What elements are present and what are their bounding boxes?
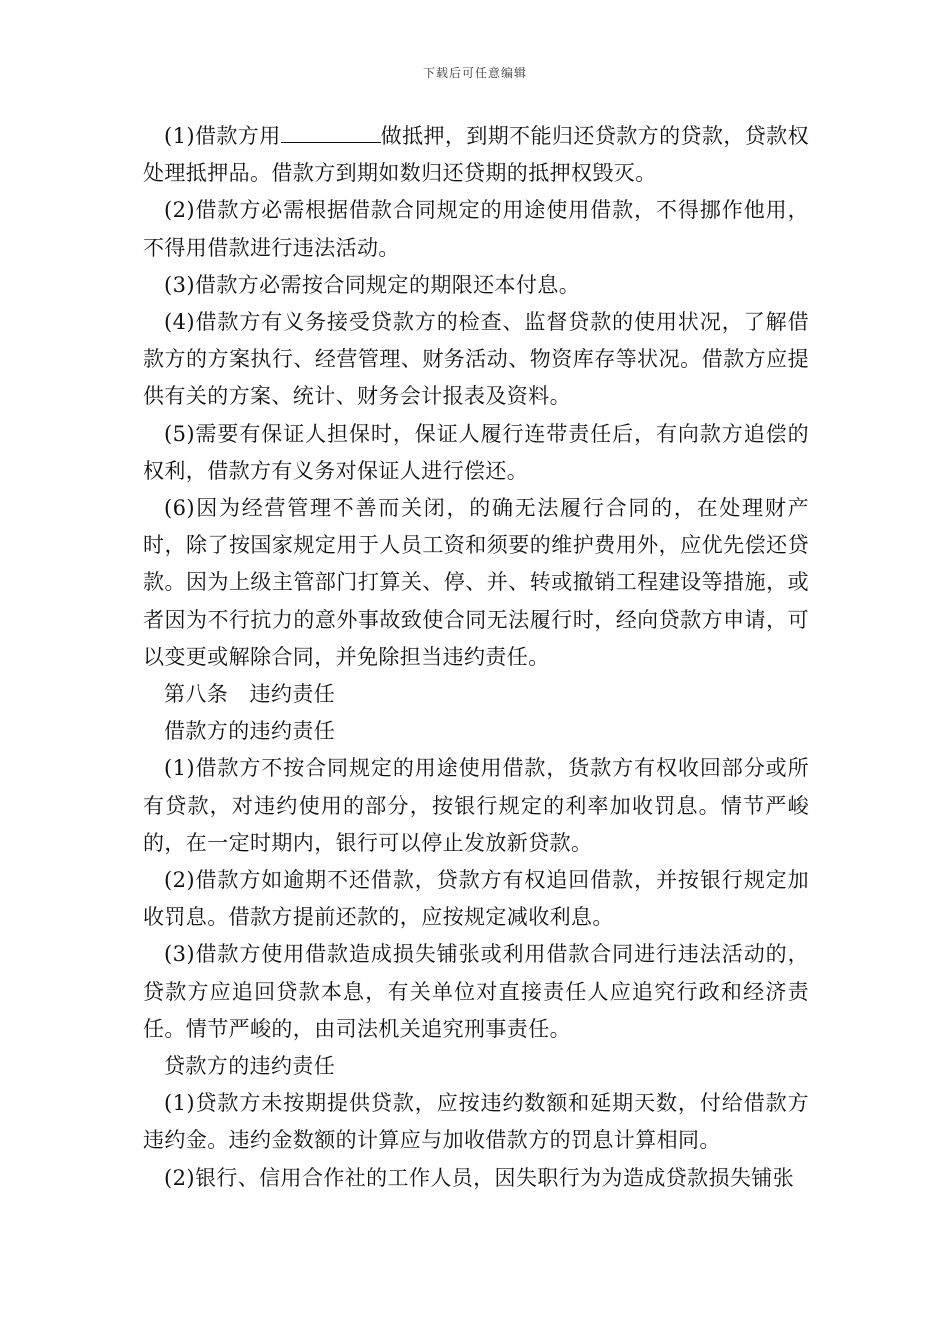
clause-1-text-before: (1)借款方用 [164, 124, 281, 148]
borrower-section-title: 借款方的违约责任 [164, 719, 336, 744]
clause-paragraph-3: (3)借款方必需按合同规定的期限还本付息。 [164, 272, 581, 297]
page-header: 下载后可任意编辑 [422, 66, 527, 80]
document-body [143, 118, 809, 1197]
article-heading: 第八条 违约责任 [164, 682, 336, 707]
fill-in-blank [281, 120, 381, 143]
clause-paragraph-1 [143, 118, 809, 192]
borrower-clause-1: (1)借款方不按合同规定的用途使用借款，货款方有权收回部分或所有贷款，对违约使用的部分，按银行规定的利率加收罚息。情节严峻的，在一定时期内，银行可以停止发放新贷款。 [143, 756, 809, 855]
clause-paragraph-5: (5)需要有保证人担保时，保证人履行连带责任后，有向款方追偿的权利，借款方有义务对保证人进行偿还。 [143, 421, 809, 483]
lender-section-title: 贷款方的违约责任 [164, 1054, 336, 1079]
lender-clause-1: (1)贷款方未按期提供贷款，应按违约数额和延期天数，付给借款方违约金。违约金数额的计算应与加收借款方的罚息计算相同。 [143, 1091, 809, 1153]
clause-paragraph-6: (6)因为经营管理不善而关闭，的确无法履行合同的，在处理财产时，除了按国家规定用于人员工资和须要的维护费用外，应优先偿还贷款。因为上级主管部门打算关、停、并、转或撤销工程建设等措施，或者因为不行抗力的意外事故致使合同无法履行时，经向贷款方申请，可以变更或解除合同，并免除担当违约责任。 [143, 496, 809, 669]
clause-paragraph-2: (2)借款方必需根据借款合同规定的用途使用借款，不得挪作他用，不得用借款进行违法活动。 [143, 198, 809, 260]
borrower-clause-2: (2)借款方如逾期不还借款，贷款方有权追回借款，并按银行规定加收罚息。借款方提前还款的，应按规定减收利息。 [143, 868, 809, 930]
clause-paragraph-4: (4)借款方有义务接受贷款方的检查、监督贷款的使用状况，了解借款方的方案执行、经营管理、财务活动、物资库存等状况。借款方应提供有关的方案、统计、财务会计报表及资料。 [143, 310, 809, 409]
borrower-clause-3: (3)借款方使用借款造成损失铺张或利用借款合同进行违法活动的，贷款方应追回贷款本息，有关单位对直接责任人应追究行政和经济责任。情节严峻的，由司法机关追究刑事责任。 [143, 942, 809, 1041]
lender-clause-2: (2)银行、信用合作社的工作人员，因失职行为为造成贷款损失铺张 [164, 1165, 795, 1190]
clause-1-text-after: 做抵押，到期不能归还贷款方的贷款，贷款权处理抵押品。借款方到期如数归还贷期的抵押权毁灭。 [143, 124, 810, 186]
